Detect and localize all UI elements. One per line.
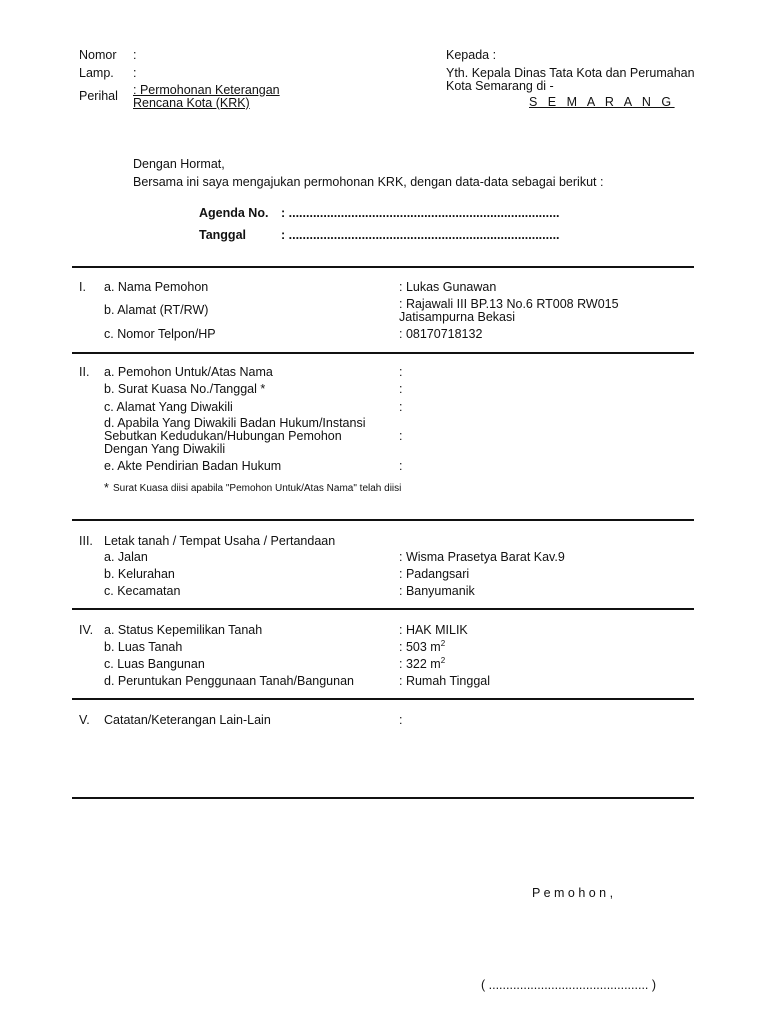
kelurahan-label: b. Kelurahan <box>104 567 175 581</box>
section-1-number: I. <box>79 280 86 294</box>
surat-kuasa-note: Surat Kuasa diisi apabila "Pemohon Untuk/Atas Nama" telah diisi <box>113 483 402 494</box>
agenda-label: Agenda No. <box>199 206 269 220</box>
alamat-value-line1: : Rajawali III BP.13 No.6 RT008 RW015 <box>399 297 619 311</box>
catatan-label: Catatan/Keterangan Lain-Lain <box>104 713 271 727</box>
luas-tanah-value: : 503 $m^2$ <box>399 639 446 654</box>
peruntukan-value: : Rumah Tinggal <box>399 674 491 688</box>
note-star: * <box>104 481 109 495</box>
recipient-city: S E M A R A N G <box>529 95 675 109</box>
jalan-value: : Wisma Prasetya Barat Kav.9 <box>399 550 565 564</box>
agenda-value: : .............................................................................. <box>281 206 560 220</box>
divider <box>72 698 694 700</box>
perihal-label: Perihal <box>79 89 118 103</box>
nama-pemohon-value: : Lukas Gunawan <box>399 280 497 294</box>
pemohon-signature-title: P e m o h o n , <box>532 886 614 900</box>
alamat-value-line2: Jatisampurna Bekasi <box>399 310 516 324</box>
perihal-line1: : Permohonan Keterangan <box>133 83 280 97</box>
kecamatan-value: : Banyumanik <box>399 584 475 598</box>
badan-hukum-label-line3: Dengan Yang Diwakili <box>104 442 226 456</box>
kelurahan-value: : Padangsari <box>399 567 470 581</box>
signature-line: ( .............................................. ) <box>481 978 657 992</box>
section-5-number: V. <box>79 713 90 727</box>
alamat-diwakili-label: c. Alamat Yang Diwakili <box>104 400 233 414</box>
unit-superscript: 2 <box>440 656 446 665</box>
tanggal-label: Tanggal <box>199 228 246 242</box>
jalan-label: a. Jalan <box>104 550 148 564</box>
perihal-line2: Rencana Kota (KRK) <box>133 96 250 110</box>
badan-hukum-value: : <box>399 429 403 443</box>
divider <box>72 797 694 799</box>
surat-kuasa-label: b. Surat Kuasa No./Tanggal * <box>104 382 266 396</box>
intro-text: Bersama ini saya mengajukan permohonan KRK, dengan data-data sebagai berikut : <box>133 175 604 189</box>
unit-superscript: 2 <box>440 639 446 648</box>
section-4-number: IV. <box>79 623 94 637</box>
tanggal-value: : .............................................................................. <box>281 228 560 242</box>
recipient-line1: Yth. Kepala Dinas Tata Kota dan Perumahan <box>446 66 695 80</box>
surat-kuasa-value: : <box>399 382 403 396</box>
lamp-colon: : <box>133 66 137 80</box>
kecamatan-label: c. Kecamatan <box>104 584 181 598</box>
telpon-label: c. Nomor Telpon/HP <box>104 327 216 341</box>
alamat-label: b. Alamat (RT/RW) <box>104 303 209 317</box>
luas-bangunan-label: c. Luas Bangunan <box>104 657 205 671</box>
divider <box>72 352 694 354</box>
section-2-number: II. <box>79 365 90 379</box>
lamp-label: Lamp. <box>79 66 114 80</box>
catatan-value: : <box>399 713 403 727</box>
greeting: Dengan Hormat, <box>133 157 225 171</box>
atas-nama-value: : <box>399 365 403 379</box>
atas-nama-label: a. Pemohon Untuk/Atas Nama <box>104 365 273 379</box>
divider <box>72 519 694 521</box>
alamat-diwakili-value: : <box>399 400 403 414</box>
status-tanah-value: : HAK MILIK <box>399 623 468 637</box>
akte-label: e. Akte Pendirian Badan Hukum <box>104 459 282 473</box>
luas-bangunan-value: : 322 $m^2$ <box>399 656 446 671</box>
nomor-colon: : <box>133 48 137 62</box>
nama-pemohon-label: a. Nama Pemohon <box>104 280 209 294</box>
status-tanah-label: a. Status Kepemilikan Tanah <box>104 623 263 637</box>
peruntukan-label: d. Peruntukan Penggunaan Tanah/Bangunan <box>104 674 354 688</box>
telpon-value: : 08170718132 <box>399 327 483 341</box>
recipient-line2: Kota Semarang di - <box>446 79 554 93</box>
nomor-label: Nomor <box>79 48 117 62</box>
section-3-number: III. <box>79 534 93 548</box>
kepada-label: Kepada : <box>446 48 497 62</box>
divider <box>72 608 694 610</box>
luas-tanah-label: b. Luas Tanah <box>104 640 183 654</box>
section-3-title: Letak tanah / Tempat Usaha / Pertandaan <box>104 534 336 548</box>
divider <box>72 266 694 268</box>
akte-value: : <box>399 459 403 473</box>
badan-hukum-label-line1: d. Apabila Yang Diwakili Badan Hukum/Instansi <box>104 416 366 430</box>
badan-hukum-label-line2: Sebutkan Kedudukan/Hubungan Pemohon <box>104 429 342 443</box>
